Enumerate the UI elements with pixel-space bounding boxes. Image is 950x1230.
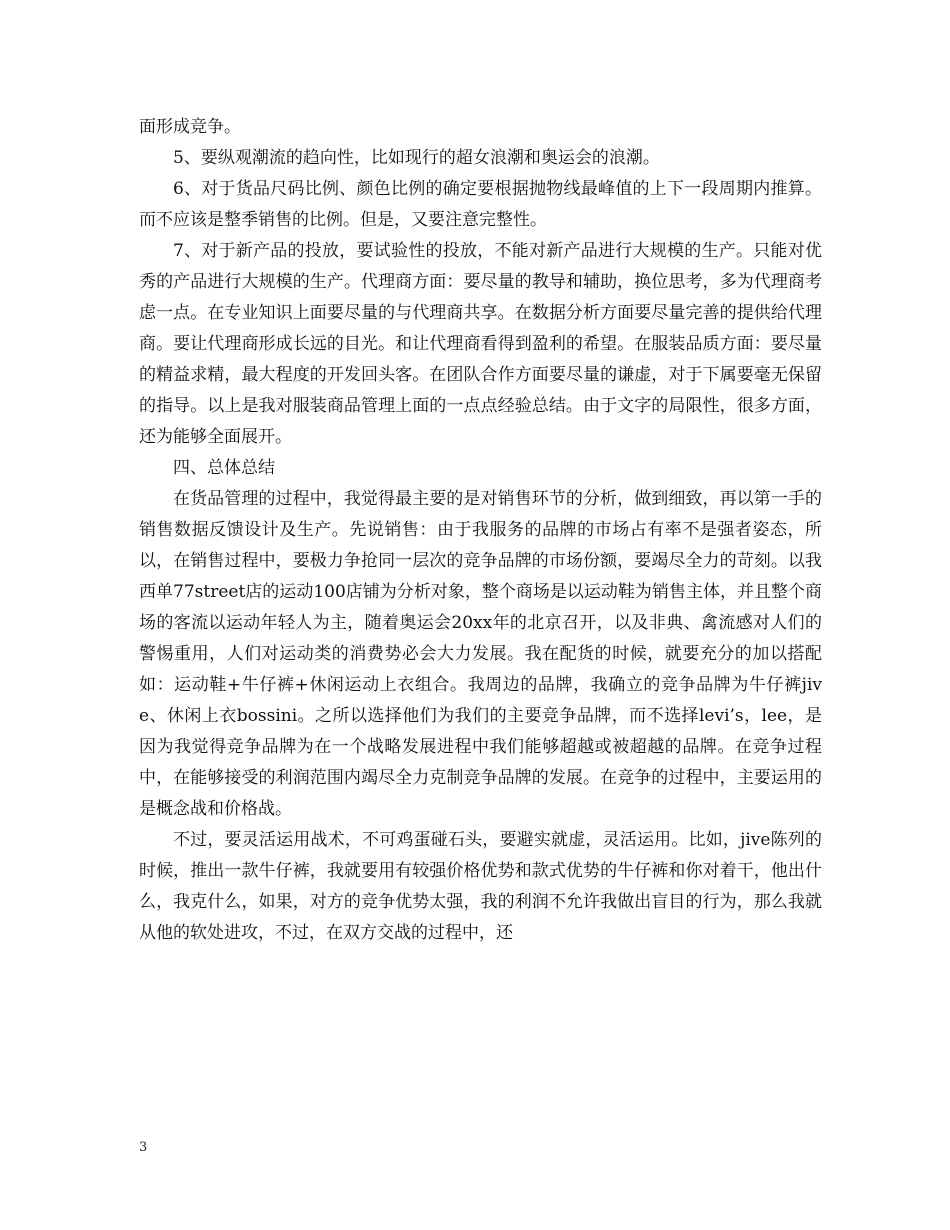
paragraph-3: 6、对于货品尺码比例、颜色比例的确定要根据抛物线最峰值的上下一段周期内推算。而不应该是整季销售的比例。但是，又要注意完整性。: [139, 179, 822, 230]
page-number: 3: [139, 1140, 148, 1155]
paragraph-7: 不过，要灵活运用战术，不可鸡蛋碰石头，要避实就虚，灵活运用。比如，jive陈列的时候，推出一款牛仔裤，我就要用有较强价格优势和款式优势的牛仔裤和你对着干，他出什么，我克什么，如果，对方的竞争优势太强，我的利润不允许我做出盲目的行为，那么我就从他的软处进攻，不过，在双方交战的过程中，还: [139, 830, 822, 943]
section-heading: 四、总体总结: [173, 458, 275, 478]
document-page: [139, 112, 822, 949]
paragraph-1: 面形成竞争。: [139, 117, 241, 137]
paragraph-4: 7、对于新产品的投放，要试验性的投放，不能对新产品进行大规模的生产。只能对优秀的产品进行大规模的生产。代理商方面：要尽量的教导和辅助，换位思考，多为代理商考虑一点。在专业知识上面要尽量的与代理商共享。在数据分析方面要尽量完善的提供给代理商。要让代理商形成长远的目光。和让代理商看得到盈利的希望。在服装品质方面：要尽量的精益求精，最大程度的开发回头客。在团队合作方面要尽量的谦虚，对于下属要毫无保留的指导。以上是我对服装商品管理上面的一点点经验总结。由于文字的局限性，很多方面，还为能够全面展开。: [139, 241, 822, 447]
paragraph-2: 5、要纵观潮流的趋向性，比如现行的超女浪潮和奥运会的浪潮。: [173, 148, 660, 168]
paragraph-6: 在货品管理的过程中，我觉得最主要的是对销售环节的分析，做到细致，再以第一手的销售数据反馈设计及生产。先说销售：由于我服务的品牌的市场占有率不是强者姿态，所以，在销售过程中，要极力争抢同一层次的竞争品牌的市场份额，要竭尽全力的苛刻。以我西单77street店的运动100店铺为分析对象，整个商场是以运动鞋为销售主体，并且整个商场的客流以运动年轻人为主，随着奥运会20xx年的北京召开，以及非典、禽流感对人们的警惕重用，人们对运动类的消费势必会大力发展。我在配货的时候，就要充分的加以搭配如：运动鞋+牛仔裤+休闲运动上衣组合。我周边的品牌，我确立的竞争品牌为牛仔裤jive、休闲上衣bossini。之所以选择他们为我们的主要竞争品牌，而不选择levi’s，lee，是因为我觉得竞争品牌为在一个战略发展进程中我们能够超越或被超越的品牌。在竞争过程中，在能够接受的利润范围内竭尽全力克制竞争品牌的发展。在竞争的过程中，主要运用的是概念战和价格战。: [139, 489, 823, 819]
